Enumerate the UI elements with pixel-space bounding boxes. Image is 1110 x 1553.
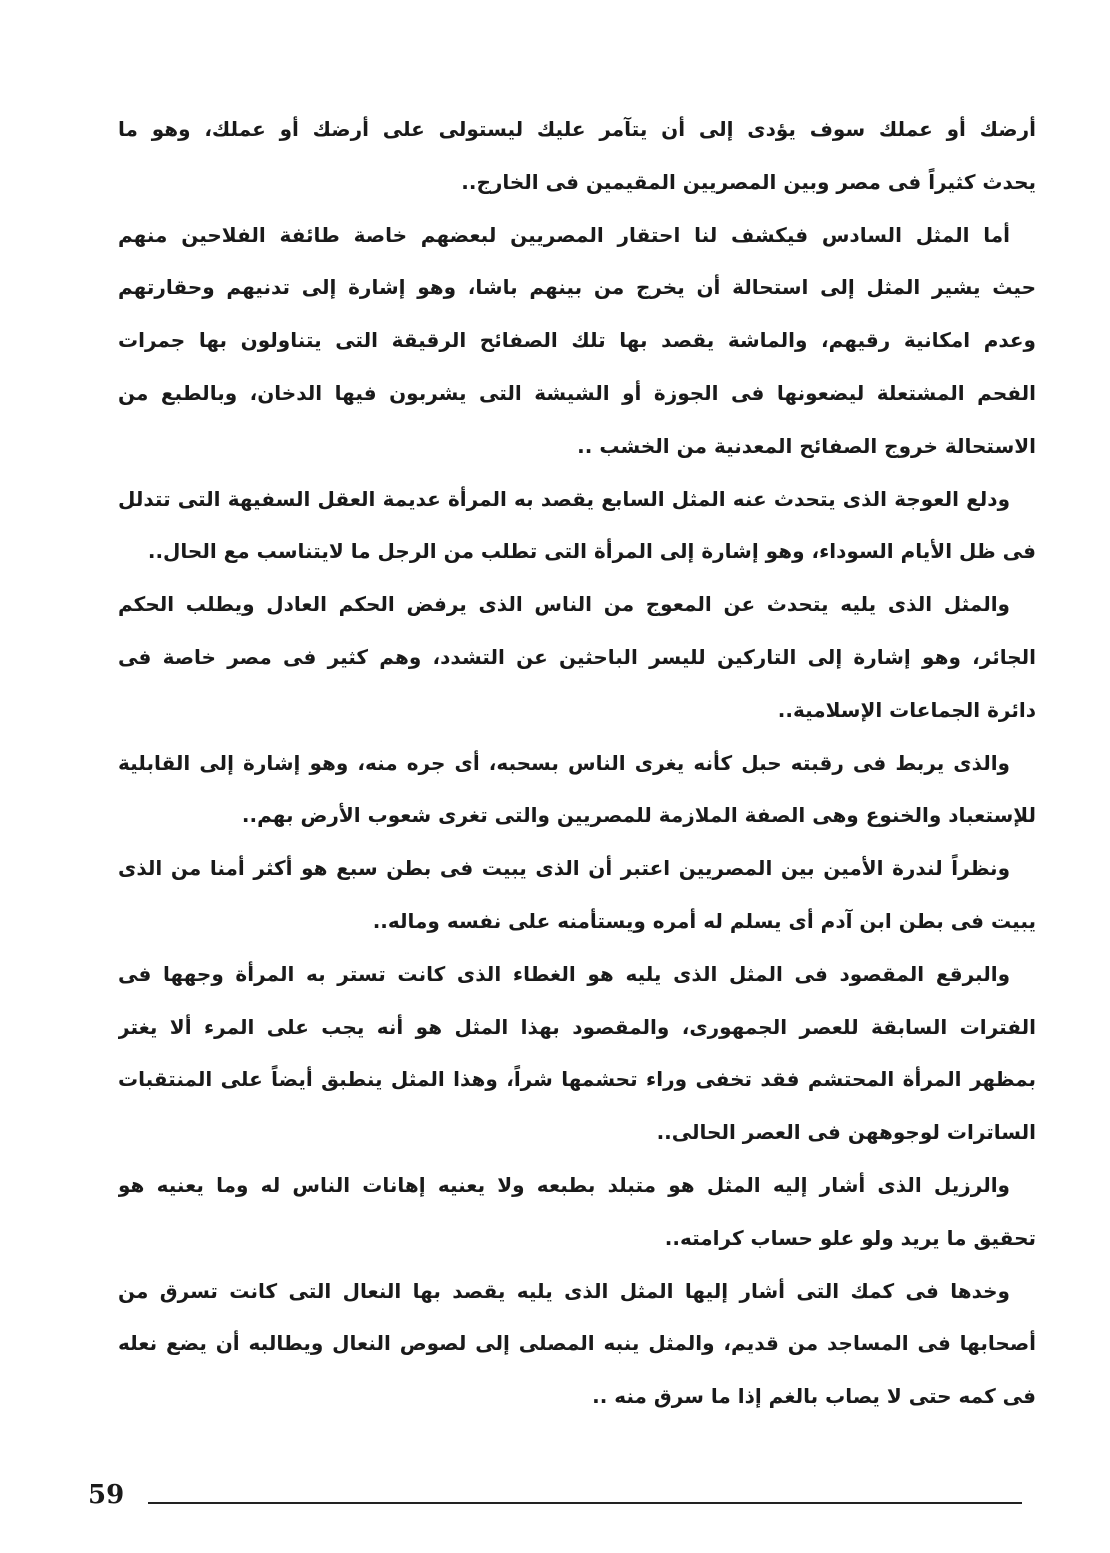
text-line: للإستعباد والخنوع وهى الصفة الملازمة للمصريين والتى تغرى شعوب الأرض بهم.. (241, 803, 1036, 828)
text-line: ودلع العوجة الذى يتحدث عنه المثل السابع يقصد به المرأة عديمة العقل السفيهة التى تتدلل (118, 486, 1010, 511)
text-line: الجائر، وهو إشارة إلى التاركين لليسر الباحثين عن التشدد، وهم كثير فى مصر خاصة فى (118, 644, 1036, 669)
text-line: والمثل الذى يليه يتحدث عن المعوج من الناس الذى يرفض الحكم العادل ويطلب الحكم (118, 592, 1010, 617)
paragraph (118, 1159, 1036, 1265)
text-line: تحقيق ما يريد ولو علو حساب كرامته.. (664, 1225, 1036, 1250)
text-line: الساترات لوجوههن فى العصر الحالى.. (656, 1120, 1036, 1145)
text-line: وعدم امكانية رقيهم، والماشة يقصد بها تلك الصفائح الرقيقة التى يتناولون بها جمرات (118, 328, 1036, 353)
text-line: بمظهر المرأة المحتشم فقد تخفى وراء تحشمها شراً، وهذا المثل ينطبق أيضاً على المنتقبات (118, 1067, 1036, 1092)
page-number: 59 (88, 1480, 125, 1510)
text-line: والبرقع المقصود فى المثل الذى يليه هو الغطاء الذى كانت تستر به المرأة وجهها فى (118, 961, 1010, 986)
text-line: ونظراً لندرة الأمين بين المصريين اعتبر أن الذى يبيت فى بطن سبع هو أكثر أمنا من الذى (118, 856, 1010, 881)
footer-rule (148, 1502, 1022, 1504)
page-footer (88, 1480, 1028, 1520)
paragraph (118, 737, 1036, 843)
paragraph (118, 1265, 1036, 1423)
paragraph (118, 209, 1036, 473)
text-line: يحدث كثيراً فى مصر وبين المصريين المقيمين فى الخارج.. (461, 169, 1036, 194)
text-line: دائرة الجماعات الإسلامية.. (777, 697, 1036, 722)
text-line: أرضك أو عملك سوف يؤدى إلى أن يتآمر عليك ليستولى على أرضك أو عملك، وهو ما (118, 117, 1036, 141)
paragraph (118, 842, 1036, 948)
text-line: وخدها فى كمك التى أشار إليها المثل الذى يليه يقصد بها النعال التى كانت تسرق من (118, 1278, 1010, 1303)
text-line: والرزيل الذى أشار إليه المثل هو متبلد بطبعه ولا يعنيه إهانات الناس له وما يعنيه هو (118, 1172, 1010, 1197)
paragraph (118, 103, 1036, 209)
text-line: أما المثل السادس فيكشف لنا احتقار المصريين لبعضهم خاصة طائفة الفلاحين منهم (118, 222, 1010, 247)
paragraph (118, 948, 1036, 1159)
text-line: الفترات السابقة للعصر الجمهورى، والمقصود بهذا المثل هو أنه يجب على المرء ألا يغتر (118, 1014, 1036, 1039)
text-line: فى كمه حتى لا يصاب بالغم إذا ما سرق منه .. (592, 1384, 1036, 1409)
paragraph (118, 473, 1036, 579)
paragraph (118, 578, 1036, 736)
page-body (118, 103, 1036, 1423)
text-line: أصحابها فى المساجد من قديم، والمثل ينبه المصلى إلى لصوص النعال ويطالبه أن يضع نعله (118, 1331, 1036, 1356)
text-line: حيث يشير المثل إلى استحالة أن يخرج من بينهم باشا، وهو إشارة إلى تدنيهم وحقارتهم (118, 275, 1036, 300)
text-line: يبيت فى بطن ابن آدم أى يسلم له أمره ويستأمنه على نفسه وماله.. (372, 908, 1036, 933)
text-line: الفحم المشتعلة ليضعونها فى الجوزة أو الشيشة التى يشربون فيها الدخان، وبالطبع من (118, 380, 1036, 405)
text-line: فى ظل الأيام السوداء، وهو إشارة إلى المرأة التى تطلب من الرجل ما لايتناسب مع الحال.. (147, 539, 1036, 564)
text-line: والذى يربط فى رقبته حبل كأنه يغرى الناس بسحبه، أى جره منه، وهو إشارة إلى القابلية (118, 750, 1010, 775)
text-line: الاستحالة خروج الصفائح المعدنية من الخشب .. (577, 433, 1036, 458)
